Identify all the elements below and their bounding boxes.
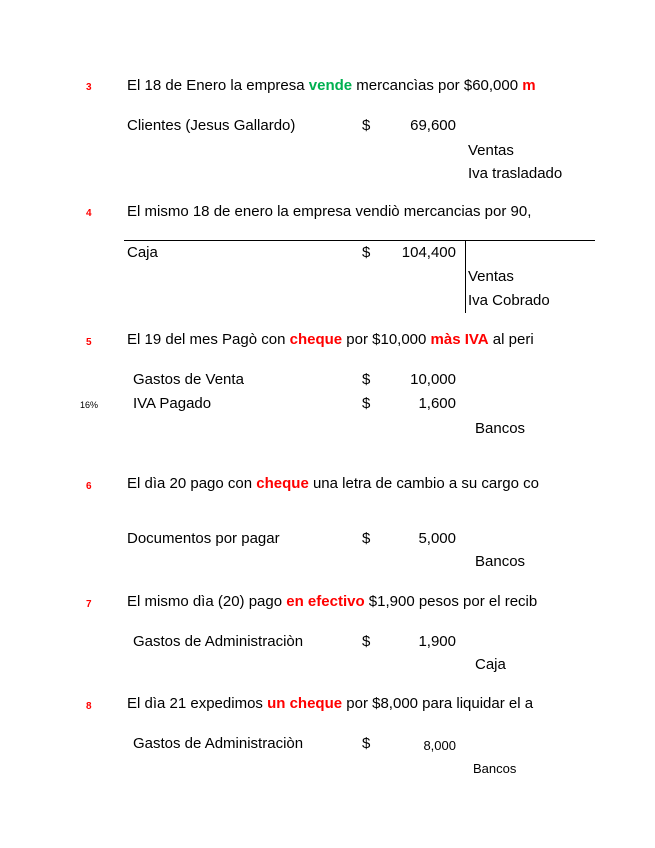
entry-title: El 18 de Enero la empresa vende mercancìas por $60,000 m	[127, 77, 536, 94]
entry-title: El dìa 20 pago con cheque una letra de cambio a su cargo co	[127, 475, 539, 492]
credit-account: Bancos	[473, 761, 517, 776]
debit-amount: 8,000	[423, 738, 456, 753]
debit-amount: 69,600	[410, 117, 456, 134]
table-top-rule	[124, 240, 595, 241]
debit-account: Gastos de Venta	[133, 371, 244, 388]
currency-symbol: $	[362, 395, 371, 412]
debit-account: IVA Pagado	[133, 395, 212, 412]
entry-title: El mismo 18 de enero la empresa vendiò mercancias por 90,	[127, 203, 532, 220]
currency-symbol: $	[362, 633, 371, 650]
debit-amount: 1,900	[418, 633, 456, 650]
debit-account: Clientes (Jesus Gallardo)	[127, 117, 296, 134]
credit-account: Ventas	[468, 268, 514, 285]
currency-symbol: $	[362, 371, 371, 388]
debit-account: Gastos de Administraciòn	[133, 633, 304, 650]
entry-number: 7	[86, 599, 92, 610]
credit-account: Iva trasladado	[468, 165, 563, 182]
entry-number: 4	[86, 208, 92, 219]
entry-title: El mismo dìa (20) pago en efectivo $1,900 pesos por el recib	[127, 593, 538, 610]
table-column-rule	[465, 240, 466, 313]
currency-symbol: $	[362, 117, 371, 134]
credit-account: Caja	[475, 656, 506, 673]
credit-account: Bancos	[475, 553, 526, 570]
debit-amount: 1,600	[418, 395, 456, 412]
debit-account: Caja	[127, 244, 158, 261]
tax-rate: 16%	[80, 400, 99, 410]
debit-account: Documentos por pagar	[127, 530, 280, 547]
entry-number: 3	[86, 82, 92, 93]
debit-amount: 10,000	[410, 371, 456, 388]
entry-number: 8	[86, 701, 92, 712]
entry-number: 6	[86, 481, 92, 492]
currency-symbol: $	[362, 735, 371, 752]
debit-amount: 5,000	[418, 530, 456, 547]
entry-title: El 19 del mes Pagò con cheque por $10,000 màs IVA al peri	[127, 331, 534, 348]
currency-symbol: $	[362, 244, 371, 261]
debit-account: Gastos de Administraciòn	[133, 735, 304, 752]
credit-account: Ventas	[468, 142, 514, 159]
entry-number: 5	[86, 337, 92, 348]
entry-title: El dìa 21 expedimos un cheque por $8,000 para liquidar el a	[127, 695, 534, 712]
currency-symbol: $	[362, 530, 371, 547]
credit-account: Iva Cobrado	[468, 292, 550, 309]
debit-amount: 104,400	[401, 244, 456, 261]
credit-account: Bancos	[475, 420, 526, 437]
